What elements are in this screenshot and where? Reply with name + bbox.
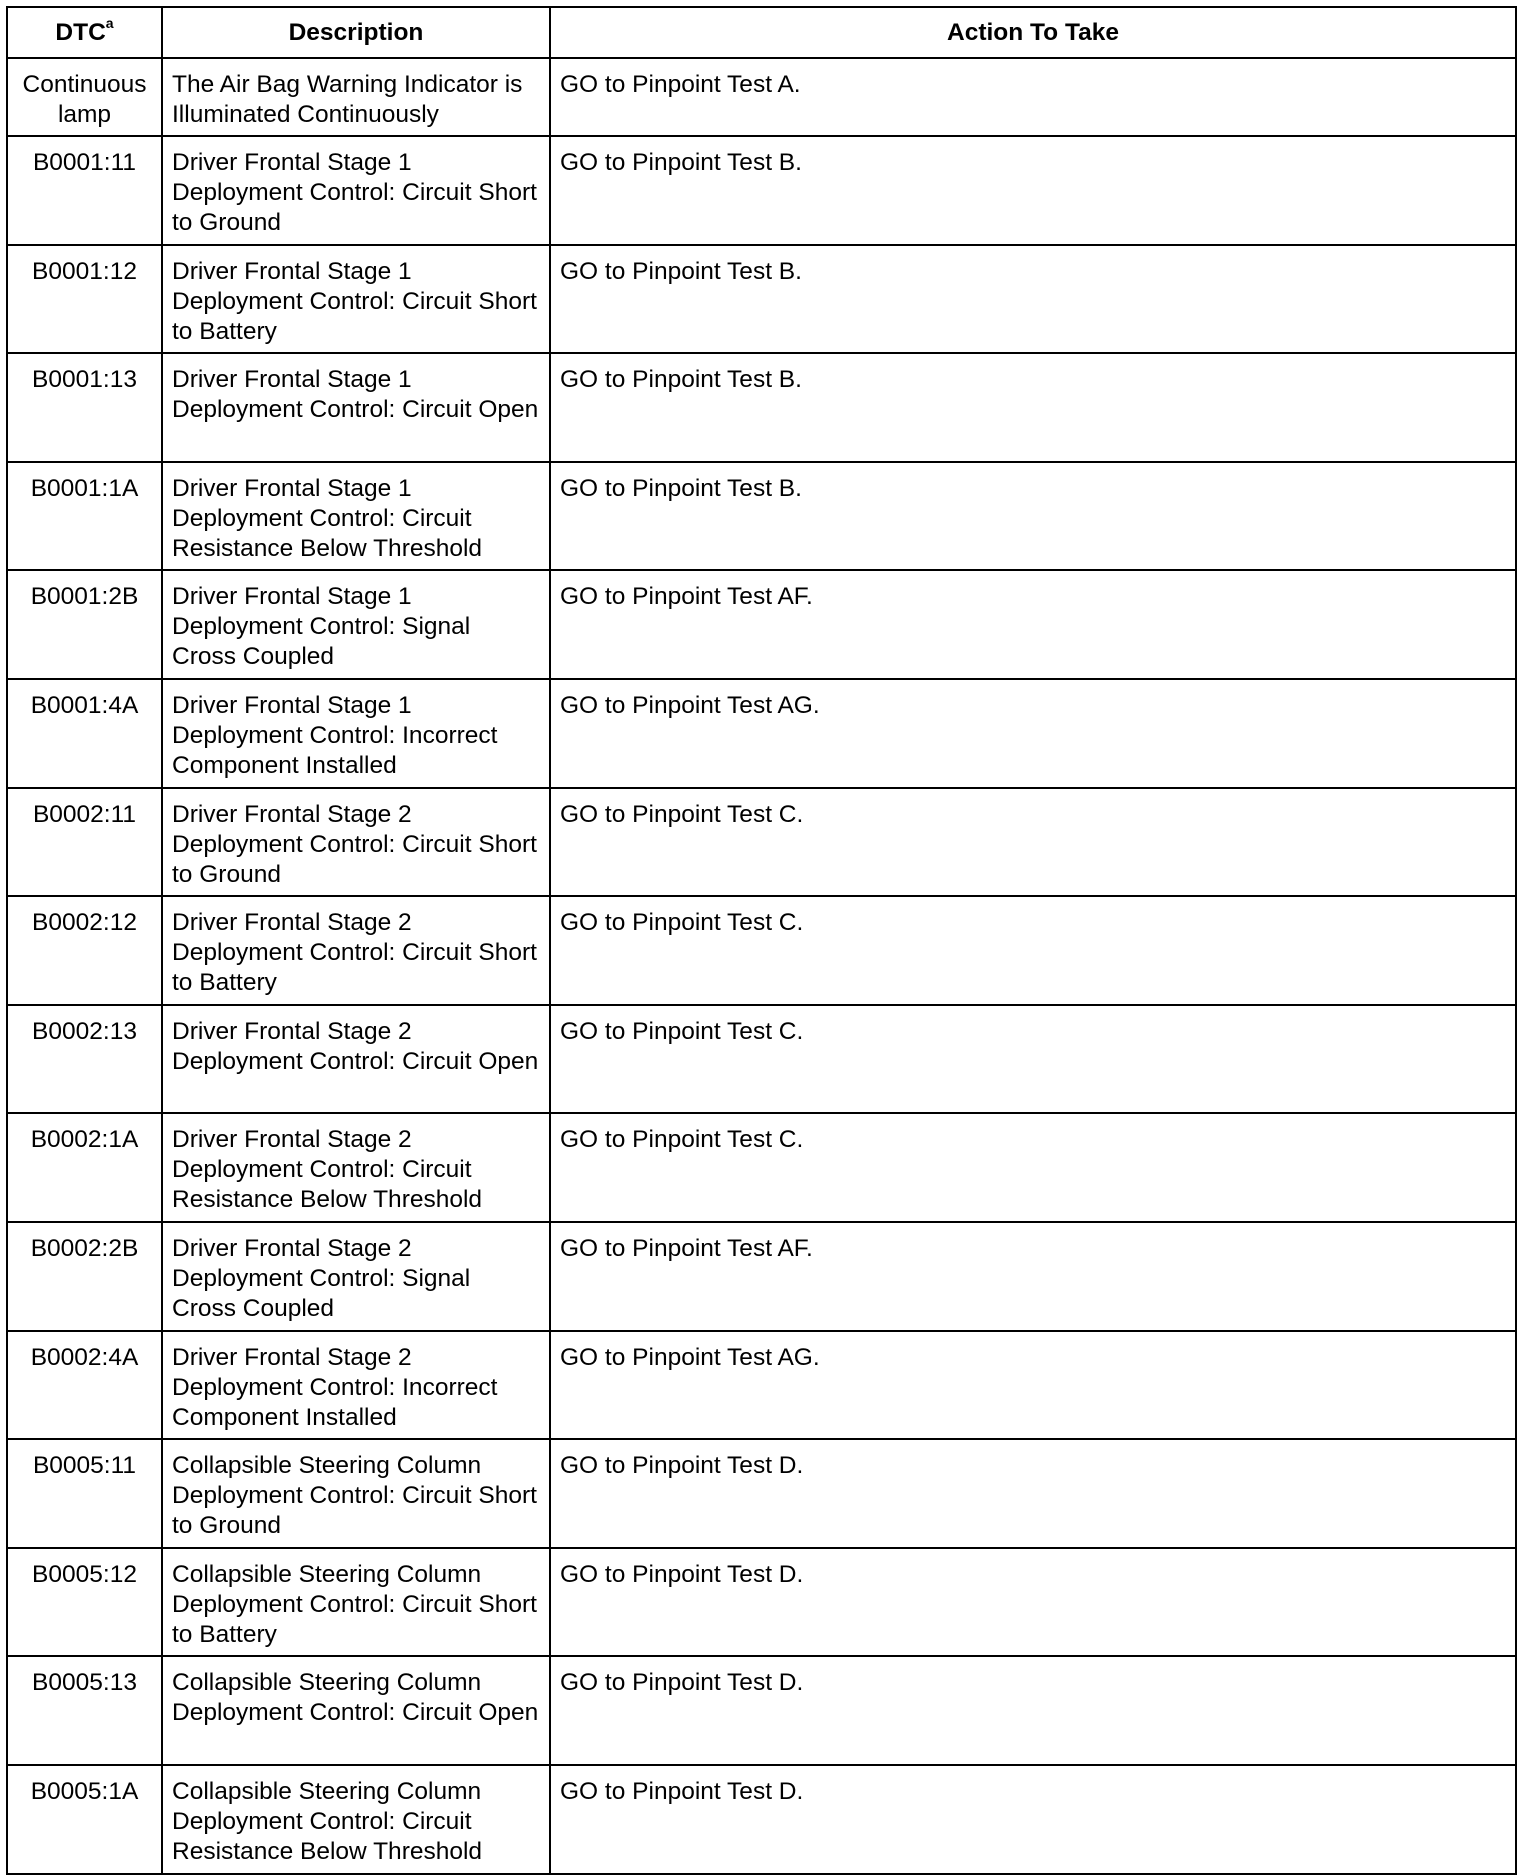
dtc-table (6, 6, 1517, 1875)
table-row (7, 245, 1516, 354)
action-cell: GO to Pinpoint Test D. (550, 1439, 1516, 1548)
dtc-cell: B0002:1A (7, 1113, 162, 1222)
dtc-cell: B0005:13 (7, 1656, 162, 1765)
table-row (7, 1222, 1516, 1331)
action-cell: GO to Pinpoint Test AG. (550, 1331, 1516, 1440)
dtc-cell: B0002:2B (7, 1222, 162, 1331)
action-cell: GO to Pinpoint Test AG. (550, 679, 1516, 788)
description-cell: Driver Frontal Stage 1 Deployment Control: Circuit Short to Battery (162, 245, 550, 354)
header-dtc-label: DTC (55, 18, 106, 46)
action-cell: GO to Pinpoint Test B. (550, 462, 1516, 571)
action-cell: GO to Pinpoint Test C. (550, 1005, 1516, 1114)
table-row (7, 1331, 1516, 1440)
description-cell: Driver Frontal Stage 2 Deployment Control: Circuit Short to Ground (162, 788, 550, 897)
action-cell: GO to Pinpoint Test B. (550, 245, 1516, 354)
table-row (7, 136, 1516, 245)
action-cell: GO to Pinpoint Test AF. (550, 570, 1516, 679)
dtc-cell: B0005:1A (7, 1765, 162, 1874)
header-action: Action To Take (550, 7, 1516, 58)
dtc-cell: B0002:4A (7, 1331, 162, 1440)
description-cell: Driver Frontal Stage 1 Deployment Control: Signal Cross Coupled (162, 570, 550, 679)
action-cell: GO to Pinpoint Test D. (550, 1765, 1516, 1874)
dtc-cell: B0002:11 (7, 788, 162, 897)
description-cell: Driver Frontal Stage 1 Deployment Control: Circuit Short to Ground (162, 136, 550, 245)
table-row (7, 353, 1516, 462)
table-row (7, 1439, 1516, 1548)
description-cell: Collapsible Steering Column Deployment Control: Circuit Short to Ground (162, 1439, 550, 1548)
table-row (7, 462, 1516, 571)
dtc-cell: B0002:13 (7, 1005, 162, 1114)
table-row (7, 788, 1516, 897)
action-cell: GO to Pinpoint Test C. (550, 896, 1516, 1005)
table-row (7, 1765, 1516, 1874)
description-cell: Collapsible Steering Column Deployment Control: Circuit Open (162, 1656, 550, 1765)
dtc-cell: Continuous lamp (7, 58, 162, 136)
action-cell: GO to Pinpoint Test AF. (550, 1222, 1516, 1331)
table-row (7, 570, 1516, 679)
table-row (7, 1005, 1516, 1114)
table-row (7, 679, 1516, 788)
description-cell: Driver Frontal Stage 2 Deployment Control: Signal Cross Coupled (162, 1222, 550, 1331)
description-cell: Collapsible Steering Column Deployment Control: Circuit Resistance Below Threshold (162, 1765, 550, 1874)
description-cell: Driver Frontal Stage 1 Deployment Control: Circuit Resistance Below Threshold (162, 462, 550, 571)
dtc-cell: B0001:11 (7, 136, 162, 245)
description-cell: Driver Frontal Stage 2 Deployment Control: Circuit Resistance Below Threshold (162, 1113, 550, 1222)
description-cell: Driver Frontal Stage 1 Deployment Control: Circuit Open (162, 353, 550, 462)
description-cell: Driver Frontal Stage 2 Deployment Control: Circuit Short to Battery (162, 896, 550, 1005)
dtc-cell: B0001:13 (7, 353, 162, 462)
action-cell: GO to Pinpoint Test D. (550, 1656, 1516, 1765)
header-dtc-footnote-marker: a (105, 15, 114, 32)
dtc-cell: B0005:12 (7, 1548, 162, 1657)
dtc-cell: B0001:12 (7, 245, 162, 354)
description-cell: Driver Frontal Stage 2 Deployment Control: Circuit Open (162, 1005, 550, 1114)
table-row (7, 1656, 1516, 1765)
action-cell: GO to Pinpoint Test B. (550, 136, 1516, 245)
action-cell: GO to Pinpoint Test B. (550, 353, 1516, 462)
description-cell: Driver Frontal Stage 2 Deployment Control: Incorrect Component Installed (162, 1331, 550, 1440)
table-row (7, 58, 1516, 136)
description-cell: Collapsible Steering Column Deployment Control: Circuit Short to Battery (162, 1548, 550, 1657)
table-row (7, 896, 1516, 1005)
dtc-cell: B0001:4A (7, 679, 162, 788)
table-row (7, 1113, 1516, 1222)
dtc-cell: B0001:2B (7, 570, 162, 679)
header-row (7, 7, 1516, 58)
action-cell: GO to Pinpoint Test C. (550, 1113, 1516, 1222)
dtc-cell: B0002:12 (7, 896, 162, 1005)
dtc-cell: B0001:1A (7, 462, 162, 571)
header-dtc (7, 7, 162, 58)
description-cell: Driver Frontal Stage 1 Deployment Control: Incorrect Component Installed (162, 679, 550, 788)
description-cell: The Air Bag Warning Indicator is Illuminated Continuously (162, 58, 550, 136)
action-cell: GO to Pinpoint Test D. (550, 1548, 1516, 1657)
dtc-cell: B0005:11 (7, 1439, 162, 1548)
action-cell: GO to Pinpoint Test C. (550, 788, 1516, 897)
table-row (7, 1548, 1516, 1657)
action-cell: GO to Pinpoint Test A. (550, 58, 1516, 136)
header-description: Description (162, 7, 550, 58)
